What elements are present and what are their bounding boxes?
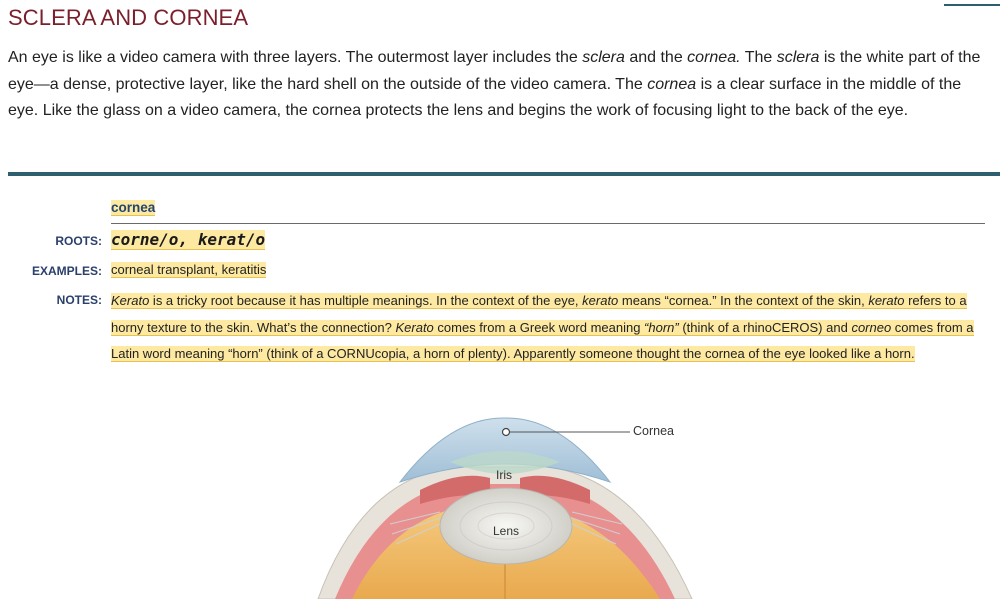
intro-text: is the white part of the eye—a dense, protective layer, like the hard shell on the outside of the video camera. The bbox=[8, 49, 981, 93]
intro-paragraph bbox=[8, 45, 993, 125]
eye-diagram bbox=[300, 412, 720, 599]
notes-span: is a tricky root because it has multiple meanings. In the context of the eye, bbox=[149, 293, 583, 308]
notes-italic: kerato bbox=[582, 293, 619, 308]
examples-label: EXAMPLES: bbox=[31, 264, 102, 278]
notes-span: comes from a Latin word meaning “horn” (think of a CORNUcopia, a horn of plenty). Apparently someone thought the cornea of the eye looked like a horn. bbox=[111, 319, 974, 361]
section-divider bbox=[8, 172, 1000, 176]
intro-text: An eye is like a video camera with three layers. The outermost layer includes the bbox=[8, 49, 583, 66]
roots-label: ROOTS: bbox=[55, 234, 102, 248]
notes-italic: corneo bbox=[851, 319, 892, 335]
notes-text bbox=[111, 288, 981, 368]
notes-span: comes from a Greek word meaning bbox=[433, 319, 645, 335]
intro-term-sclera: sclera bbox=[582, 49, 625, 66]
term-underline bbox=[111, 223, 985, 224]
section-heading: SCLERA AND CORNEA bbox=[8, 5, 249, 30]
entry-term: cornea bbox=[111, 200, 156, 215]
iris-label: Iris bbox=[496, 468, 512, 482]
notes-italic: “horn” bbox=[644, 319, 679, 335]
examples-value: corneal transplant, keratitis bbox=[111, 262, 267, 277]
notes-italic: kerato bbox=[868, 293, 905, 308]
intro-term-cornea: cornea. bbox=[687, 49, 741, 66]
notes-span: means “cornea.” In the context of the skin, bbox=[618, 293, 869, 308]
notes-span: refers to a horny texture to the skin. What’s the connection? bbox=[111, 293, 967, 335]
notes-label: NOTES: bbox=[56, 293, 102, 307]
notes-italic: Kerato bbox=[395, 319, 434, 335]
intro-text: is a clear surface in the middle of the eye. Like the glass on a video camera, the cornea protects the lens and begins the work of focusing light to the back of the eye. bbox=[8, 75, 962, 119]
notes-span: (think of a rhinoCEROS) and bbox=[678, 319, 852, 335]
intro-term-sclera: sclera bbox=[776, 49, 820, 66]
intro-text: The bbox=[740, 49, 777, 66]
top-right-rule bbox=[944, 4, 1000, 6]
intro-term-cornea: cornea bbox=[647, 75, 697, 93]
roots-value: corne/o, kerat/o bbox=[111, 230, 266, 249]
lens-label: Lens bbox=[493, 524, 520, 538]
cornea-callout-label: Cornea bbox=[633, 424, 674, 438]
notes-italic: Kerato bbox=[111, 293, 150, 308]
intro-text: and the bbox=[624, 49, 688, 66]
